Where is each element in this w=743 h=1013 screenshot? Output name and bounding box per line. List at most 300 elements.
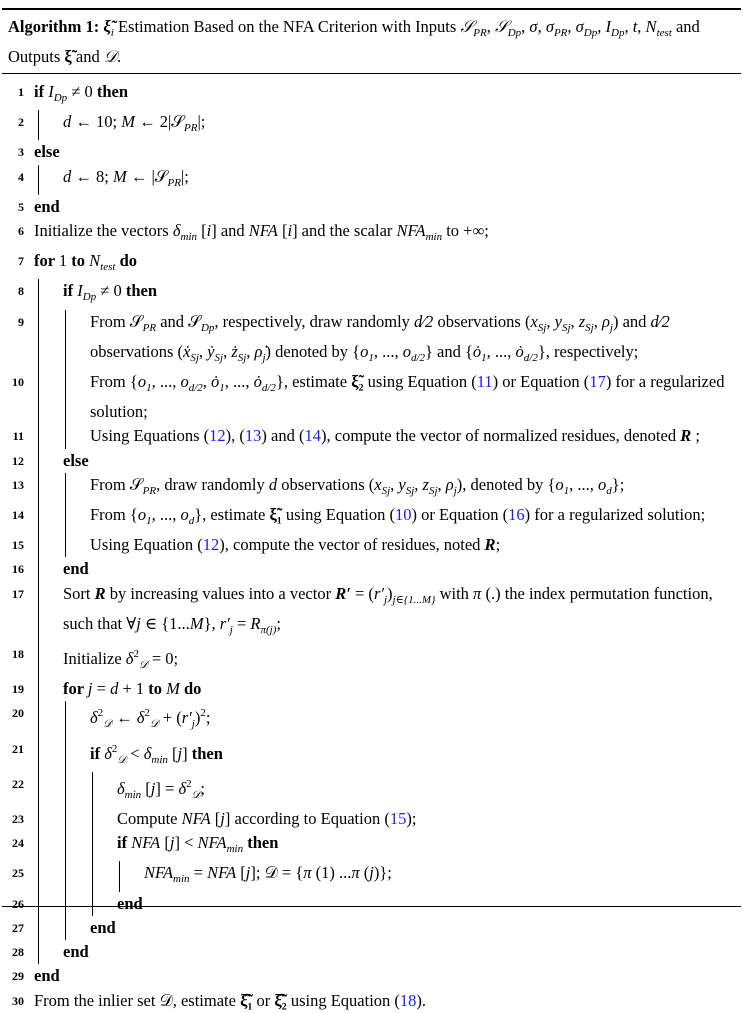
text-segment: ← 8; — [71, 166, 113, 186]
algorithm-line — [2, 249, 741, 279]
text-segment: Sj — [381, 484, 391, 497]
algorithm-line — [2, 449, 741, 473]
text-segment: Estimation Based on the NFA Criterion with Inputs — [113, 17, 461, 36]
text-segment: , — [198, 341, 208, 361]
line-number: 2 — [18, 115, 24, 130]
indent-bar — [65, 701, 88, 736]
text-segment: r′ — [219, 613, 230, 633]
text-segment: observations ( — [90, 341, 184, 361]
text-segment: ) for a regularized solution; — [524, 505, 706, 525]
indent-bar — [65, 310, 88, 370]
text-segment: ȯ — [211, 372, 220, 392]
text-segment: . — [117, 47, 122, 66]
text-segment: and 𝒮 — [156, 311, 201, 331]
text-segment: j — [220, 809, 225, 829]
text-segment: , — [567, 17, 576, 36]
text-segment: , ..., — [151, 505, 181, 525]
algorithm-line — [2, 80, 741, 110]
line-text — [61, 677, 741, 701]
text-segment: ȯ — [253, 372, 262, 392]
text-segment: δ — [136, 708, 145, 728]
text-segment: d — [63, 112, 72, 132]
text-segment: [ — [141, 778, 151, 798]
text-segment: }, respectively; — [537, 341, 639, 361]
line-number: 10 — [12, 375, 24, 390]
text-segment: R — [250, 613, 261, 633]
text-segment: d⁄2 — [650, 311, 670, 331]
algorithm-line — [2, 503, 741, 533]
text-segment: 𝒮 — [460, 17, 474, 36]
text-segment: 1 — [368, 351, 374, 364]
text-segment: test — [656, 27, 672, 39]
text-segment: |; — [197, 112, 206, 132]
text-segment: R′ — [335, 583, 351, 603]
text-segment: i — [110, 27, 114, 39]
text-segment: observations ( — [433, 311, 531, 331]
text-segment: R — [484, 535, 496, 555]
line-text — [88, 701, 741, 736]
indent-bar — [38, 503, 61, 533]
text-segment: NFA — [144, 863, 174, 883]
text-segment: Sj — [428, 484, 438, 497]
text-segment: o — [402, 341, 411, 361]
text-segment: ) for a regularized solution; — [90, 372, 725, 422]
text-segment: j — [609, 321, 613, 334]
text-segment: with — [435, 583, 474, 603]
text-segment: M — [112, 166, 127, 186]
line-text — [88, 916, 741, 940]
text-segment: PR — [473, 27, 487, 39]
indent-bar — [38, 370, 61, 424]
text-segment: Sj — [214, 351, 224, 364]
text-segment: M — [121, 112, 135, 132]
text-segment: NFA — [248, 221, 278, 241]
text-segment: , respectively, draw randomly — [214, 311, 415, 331]
equation-link[interactable]: 12 — [202, 535, 220, 555]
line-text — [88, 424, 741, 448]
text-segment: Sj — [561, 321, 571, 334]
text-segment: ← — [111, 708, 137, 728]
text-segment: d/2 — [523, 351, 538, 364]
indent-bar — [38, 701, 61, 736]
algorithm-line — [2, 557, 741, 581]
text-segment: then — [125, 281, 158, 301]
text-segment: o — [180, 505, 189, 525]
text-segment: , — [390, 474, 399, 494]
algorithm-line — [2, 110, 741, 140]
text-segment: }, estimate — [194, 505, 270, 525]
text-segment: ȯ — [472, 341, 482, 361]
text-segment: , — [521, 17, 530, 36]
line-number: 23 — [12, 812, 24, 827]
text-segment: Dp — [200, 321, 215, 334]
text-segment: I — [48, 82, 54, 101]
line-text — [115, 892, 741, 916]
line-number: 25 — [12, 866, 24, 881]
text-segment: 1 — [563, 484, 570, 497]
indent-bar — [38, 110, 61, 140]
text-segment: ) and ( — [261, 426, 305, 446]
text-segment: Initialize — [63, 649, 126, 669]
text-segment: d — [110, 679, 119, 699]
text-segment: ; — [691, 426, 700, 446]
indent-bar — [92, 831, 115, 861]
indent-bar — [65, 916, 88, 940]
text-segment: NFA — [197, 833, 227, 853]
text-segment: r′ — [373, 583, 384, 603]
text-segment: min — [173, 873, 190, 886]
text-segment: From 𝒮 — [90, 311, 143, 331]
line-text — [88, 737, 741, 772]
algorithm-line — [2, 677, 741, 701]
text-segment: observations ( — [277, 474, 375, 494]
equation-link[interactable]: 16 — [508, 505, 525, 525]
line-text — [61, 279, 741, 309]
indent-bar — [65, 370, 88, 424]
text-segment: d/2 — [188, 382, 203, 395]
text-segment: r′ — [181, 708, 192, 728]
text-segment: using Equation ( — [281, 505, 395, 525]
text-segment: t — [632, 17, 638, 36]
line-text — [61, 557, 741, 581]
text-segment: ξ̃ — [64, 47, 72, 66]
text-segment: }; — [611, 474, 625, 494]
text-segment: [ — [210, 809, 221, 829]
indent-bar — [38, 642, 61, 677]
text-segment: d⁄2 — [414, 311, 434, 331]
indent-bar — [38, 557, 61, 581]
indent-bar — [38, 737, 61, 772]
text-segment: d/2 — [410, 351, 425, 364]
line-text — [32, 989, 741, 1013]
text-segment: o — [137, 372, 147, 392]
text-segment: , — [624, 17, 633, 36]
indent-bar — [38, 310, 61, 370]
text-segment: 1 — [58, 251, 68, 271]
text-segment: Dp — [82, 291, 97, 304]
text-segment: Dp — [507, 27, 522, 39]
text-segment: (1) ... — [311, 863, 352, 883]
text-segment: π — [473, 583, 482, 603]
equation-link[interactable]: 12 — [209, 426, 226, 446]
text-segment: }, — [203, 613, 220, 633]
text-segment: 𝒟 — [103, 718, 112, 731]
text-segment: z — [578, 311, 586, 331]
text-segment: , ..., — [569, 474, 599, 494]
text-segment: 𝒟 — [117, 753, 127, 766]
equation-link[interactable]: 14 — [304, 426, 321, 446]
text-segment: 2 — [200, 707, 206, 720]
line-number: 9 — [18, 314, 24, 329]
equation-link[interactable]: 17 — [589, 372, 606, 392]
text-segment: 2 — [186, 777, 192, 790]
text-segment: if — [117, 833, 132, 853]
text-segment: min — [124, 788, 142, 801]
text-segment: + 1 — [118, 679, 149, 699]
text-segment: δ — [104, 743, 112, 763]
line-number: 17 — [12, 586, 24, 601]
text-segment: then — [243, 833, 279, 853]
text-segment: do — [179, 679, 202, 699]
line-number: 21 — [12, 741, 24, 756]
text-segment: M — [189, 613, 204, 633]
text-segment: |; — [181, 166, 189, 186]
text-segment: , — [637, 17, 646, 36]
text-segment: , — [223, 341, 232, 361]
line-number: 6 — [18, 224, 24, 239]
line-text — [115, 772, 741, 807]
indent-bar — [38, 424, 61, 448]
equation-link[interactable]: 11 — [476, 372, 493, 392]
indent-bar — [65, 861, 88, 891]
text-segment: d — [188, 515, 195, 528]
text-segment: to +∞; — [442, 221, 489, 241]
text-segment: min — [180, 231, 197, 244]
text-segment: ). — [416, 990, 427, 1010]
text-segment: y — [398, 474, 406, 494]
indent-bar — [92, 892, 115, 916]
text-segment: Initialize the vectors — [34, 221, 173, 241]
equation-link[interactable]: 18 — [399, 990, 417, 1010]
indent-bar — [38, 807, 61, 831]
text-segment: d — [606, 484, 612, 497]
text-segment: using Equation ( — [286, 990, 400, 1010]
indent-bar — [119, 861, 142, 891]
line-number: 28 — [12, 945, 24, 960]
text-segment: test — [100, 261, 116, 274]
text-segment: 1 — [219, 382, 225, 395]
indent-bar — [38, 831, 61, 861]
text-segment: Sj — [190, 351, 199, 364]
text-segment: π — [303, 863, 312, 883]
line-text — [61, 449, 741, 473]
text-segment: for — [63, 679, 88, 699]
text-segment: , ..., — [224, 372, 254, 392]
indent-bar — [38, 279, 61, 309]
text-segment: ≠ 0 — [96, 281, 126, 301]
algorithm-line — [2, 807, 741, 831]
algorithm-line — [2, 279, 741, 309]
text-segment: then — [191, 743, 223, 763]
text-segment: σ — [545, 17, 554, 36]
algorithm-body — [2, 74, 741, 1013]
text-segment: j — [453, 484, 457, 497]
text-segment: x — [374, 474, 382, 494]
text-segment: j — [177, 743, 183, 763]
text-segment: 2 — [97, 707, 104, 720]
text-segment: = — [232, 613, 251, 633]
line-number: 4 — [18, 169, 24, 184]
text-segment: if — [90, 743, 105, 763]
text-segment: ξ̃₂ — [351, 372, 364, 392]
algorithm-line — [2, 219, 741, 249]
indent-bar — [92, 807, 115, 831]
text-segment: ; — [495, 535, 501, 555]
text-segment: 2 — [144, 707, 150, 720]
text-segment: } and { — [425, 341, 473, 361]
equation-link[interactable]: 13 — [244, 426, 262, 446]
text-segment: + ( — [158, 708, 182, 728]
text-segment: min — [226, 843, 244, 856]
algorithm-box — [2, 8, 741, 1013]
line-number: 24 — [12, 836, 24, 851]
text-segment: ] = — [155, 778, 179, 798]
line-text — [32, 195, 741, 219]
text-segment: o — [360, 341, 369, 361]
text-segment: j — [262, 351, 266, 364]
text-segment: ), ( — [225, 426, 245, 446]
text-segment: [ — [236, 863, 246, 883]
text-segment: Dp — [611, 27, 625, 39]
line-number: 7 — [18, 254, 24, 269]
indent-bar — [65, 772, 88, 807]
text-segment: else — [63, 450, 89, 470]
text-segment: ) — [387, 583, 393, 603]
line-text — [61, 110, 741, 140]
text-segment: σ — [575, 17, 584, 36]
text-segment: 1 — [146, 515, 152, 528]
text-segment: ρ — [601, 311, 610, 331]
text-segment: min — [425, 231, 443, 244]
text-segment: ← 10; — [71, 112, 122, 132]
line-text — [142, 861, 741, 891]
line-text — [61, 940, 741, 964]
algorithm-line — [2, 701, 741, 736]
text-segment: ; — [205, 708, 211, 728]
algorithm-line — [2, 940, 741, 964]
algorithm-line — [2, 533, 741, 557]
text-segment: ẏ — [207, 341, 215, 361]
line-number: 15 — [12, 538, 24, 553]
algorithm-line — [2, 772, 741, 807]
text-segment: j — [169, 833, 175, 853]
text-segment: j∈{1...M} — [392, 593, 436, 606]
indent-bar — [38, 677, 61, 701]
line-number: 18 — [12, 647, 24, 662]
line-number: 26 — [12, 896, 24, 911]
text-segment: , ..., — [373, 341, 403, 361]
text-segment: Sj — [537, 321, 547, 334]
text-segment: 𝒟 — [149, 718, 159, 731]
line-number: 22 — [12, 776, 24, 791]
text-segment: , — [537, 17, 546, 36]
text-segment: by increasing values into a vector — [105, 583, 336, 603]
text-segment: ) or Equation ( — [411, 505, 509, 525]
indent-bar — [38, 582, 61, 642]
text-segment: NFA — [131, 833, 161, 853]
algorithm-line — [2, 989, 741, 1013]
line-number: 8 — [18, 284, 24, 299]
text-segment: Dp — [53, 92, 68, 104]
text-segment: )}; — [373, 863, 392, 883]
text-segment: [ — [160, 833, 170, 853]
indent-bar — [38, 772, 61, 807]
text-segment: ż — [231, 341, 238, 361]
text-segment: else — [34, 142, 60, 162]
line-number: 19 — [12, 682, 24, 697]
text-segment: ) or Equation ( — [492, 372, 590, 392]
text-segment: < — [126, 743, 144, 763]
text-segment: Dp — [583, 27, 598, 39]
equation-link[interactable]: 15 — [389, 809, 407, 829]
algorithm-line — [2, 140, 741, 164]
text-segment: ] and — [211, 221, 249, 241]
text-segment: ), compute the vector of normalized residues, denoted — [321, 426, 681, 446]
text-segment: , ..., — [486, 341, 516, 361]
line-number: 14 — [12, 508, 24, 523]
line-number: 16 — [12, 562, 24, 577]
text-segment: , — [437, 474, 446, 494]
text-segment: do — [115, 251, 138, 271]
algorithm-line — [2, 195, 741, 219]
text-segment: ← |𝒮 — [126, 166, 168, 186]
text-segment: NFA — [181, 809, 211, 829]
equation-link[interactable]: 10 — [394, 505, 412, 525]
text-segment: ; — [200, 778, 205, 798]
text-segment: then — [96, 82, 129, 101]
text-segment: end — [117, 893, 143, 913]
line-number: 1 — [18, 85, 24, 99]
text-segment: ≠ 0 — [67, 82, 97, 101]
indent-bar — [92, 861, 115, 891]
text-segment: d — [63, 166, 72, 186]
text-segment: From { — [90, 505, 138, 525]
line-text — [61, 642, 741, 677]
text-segment: σ — [529, 17, 538, 36]
text-segment: (.) the index permutation function, such that ∀ — [63, 583, 713, 633]
text-segment: ξ̃ — [103, 17, 111, 36]
text-segment: 𝒟 — [138, 659, 148, 672]
line-text — [88, 310, 741, 370]
text-segment: = — [189, 863, 208, 883]
text-segment: , ..., — [151, 372, 181, 392]
text-segment: , — [597, 17, 606, 36]
text-segment: and — [71, 47, 104, 66]
text-segment: j — [229, 623, 233, 636]
text-segment: Using Equations ( — [90, 426, 210, 446]
line-text — [61, 582, 741, 642]
text-segment: x — [530, 311, 538, 331]
text-segment: Sj — [405, 484, 415, 497]
text-segment: j — [150, 778, 156, 798]
text-segment: using Equation ( — [363, 372, 477, 392]
indent-bar — [65, 473, 88, 503]
indent-bar — [65, 503, 88, 533]
line-number: 20 — [12, 706, 24, 721]
algorithm-line — [2, 370, 741, 424]
text-segment: NFA — [207, 863, 237, 883]
text-segment: Sort — [63, 583, 95, 603]
text-segment: 2 — [111, 742, 118, 755]
text-segment: 𝒟 — [103, 47, 117, 66]
line-number: 29 — [12, 969, 24, 984]
text-segment: , — [246, 341, 255, 361]
text-segment: ← 2|𝒮 — [134, 112, 185, 132]
text-segment: to — [148, 679, 167, 699]
text-segment: ; — [276, 613, 281, 633]
algorithm-line — [2, 737, 741, 772]
indent-bar — [92, 772, 115, 807]
text-segment: [ — [277, 221, 288, 241]
text-segment: Sj — [237, 351, 247, 364]
line-number: 11 — [12, 429, 24, 444]
text-segment: ) denoted by { — [265, 341, 361, 361]
text-segment: δ — [125, 649, 134, 669]
text-segment: PR — [184, 122, 198, 135]
text-segment: ( — [359, 863, 370, 883]
line-text — [88, 473, 741, 503]
text-segment: Algorithm 1: — [8, 17, 104, 36]
